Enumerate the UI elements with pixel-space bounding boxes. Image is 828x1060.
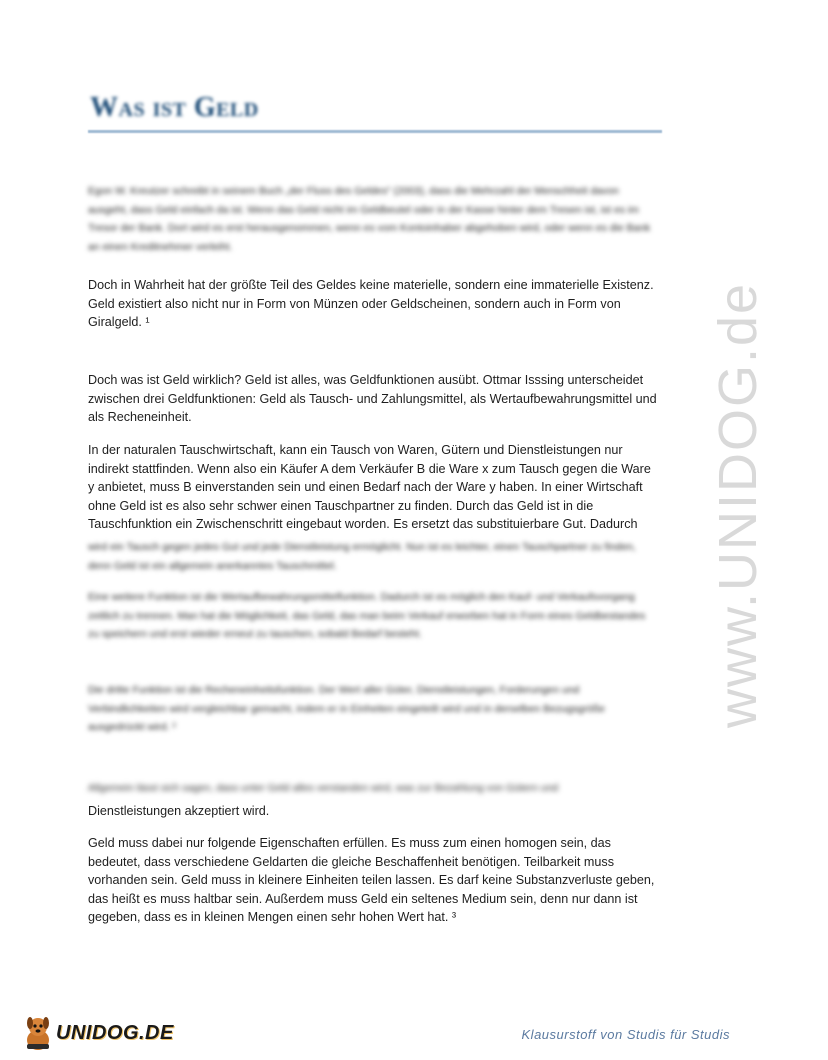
logo-text: UNIDOG.DE	[56, 1021, 174, 1044]
watermark-text: www.UNIDOG.de	[708, 281, 768, 729]
watermark	[648, 270, 828, 740]
paragraph-tauschwirtschaft: In der naturalen Tauschwirtschaft, kann ein Tausch von Waren, Gütern und Dienstleistungen nur indirekt stattfinden. Wenn also ein Käufer A dem Verkäufer B die Ware x zum Tausch gegen die Ware y anbietet, muss B einverstanden sein und einen Bedarf nach der Ware y haben. In einer Wirtschaft ohne Geld ist es also sehr schwer einen Tauschpartner zu finden. Durch das Geld ist in die Tauschfunktion ein Zwischenschritt eingebaut worden. Es ersetzt das substituierbare Gut. Dadurch	[88, 443, 651, 531]
paragraph-wertaufbewahrung-blurred: Eine weitere Funktion ist die Wertaufbewahrungsmittelfunktion. Dadurch ist es möglich den Kauf- und Verkaufsvorgang zeitlich zu trennen. Man hat die Möglichkeit, das Geld, das man beim Verkauf erworben hat in Form eines Geldbestandes zu speichern und erst wieder erneut zu tauschen, sobald Bedarf besteht.	[88, 592, 646, 640]
footer-slogan: Klausurstoff von Studis für Studis	[521, 1027, 730, 1042]
paragraph-allgemein-blurred: Allgemein lässt sich sagen, dass unter Geld alles verstanden wird, was zur Bezahlung von Gütern und	[88, 783, 559, 794]
dog-mascot-icon	[22, 1013, 54, 1053]
paragraph-eigenschaften: Geld muss dabei nur folgende Eigenschaften erfüllen. Es muss zum einen homogen sein, das bedeutet, dass verschiedene Geldarten die gleiche Beschaffenheit benötigen. Teilbarkeit muss vorhanden sein. Geld muss in kleinere Einheiten teilen lassen. Es darf keine Substanzverluste geben, das heißt es muss haltbar sein. Außerdem muss Geld ein seltenes Medium sein, denn nur dann ist gegeben, dass es in kleinen Mengen einen sehr hohen Wert hat. ³	[88, 836, 655, 924]
paragraph-recheneinheit-blurred: Die dritte Funktion ist die Recheneinheitsfunktion. Der Wert aller Güter, Dienstleistungen, Forderungen und Verbindlichkeiten wird vergleichbar gemacht, indem er in Einheiten eingeteilt wird und in derselben Bezugsgröße ausgedrückt wird. ²	[88, 685, 605, 733]
paragraph-tauschmittel-blurred: wird ein Tausch gegen jedes Gut und jede Dienstleistung ermöglicht. Nun ist es leichter, einen Tauschpartner zu finden, denn Geld ist ein allgemein anerkanntes Tauschmittel.	[88, 542, 636, 572]
paragraph-immaterial: Doch in Wahrheit hat der größte Teil des Geldes keine materielle, sondern eine immaterielle Existenz. Geld existiert also nicht nur in Form von Münzen oder Geldscheinen, sondern auch in Form von Giralgeld. ¹	[88, 278, 654, 329]
title-underline	[88, 130, 662, 133]
unidog-logo	[22, 1013, 174, 1053]
paragraph-geldfunktionen: Doch was ist Geld wirklich? Geld ist alles, was Geldfunktionen ausübt. Ottmar Isssing unterscheidet zwischen drei Geldfunktionen: Geld als Tausch- und Zahlungsmittel, als Wertaufbewahrungsmittel und als Recheneinheit.	[88, 373, 657, 424]
paragraph-intro-blurred: Egon W. Kreutzer schreibt in seinem Buch „der Fluss des Geldes“ (2003), dass die Mehrzahl der Menschheit davon ausgeht, dass Geld einfach da ist. Wenn das Geld nicht im Geldbeutel oder in der Kasse hinter dem Tresen ist, ist es im Tresor der Bank. Dort wird es erst herausgenommen, wenn es vom Kontoinhaber abgehoben wird, oder wenn es die Bank an einen Kreditnehmer verleiht.	[88, 186, 651, 253]
document-title: Was ist Geld	[90, 92, 259, 123]
paragraph-allgemein-end: Dienstleistungen akzeptiert wird.	[88, 804, 270, 818]
